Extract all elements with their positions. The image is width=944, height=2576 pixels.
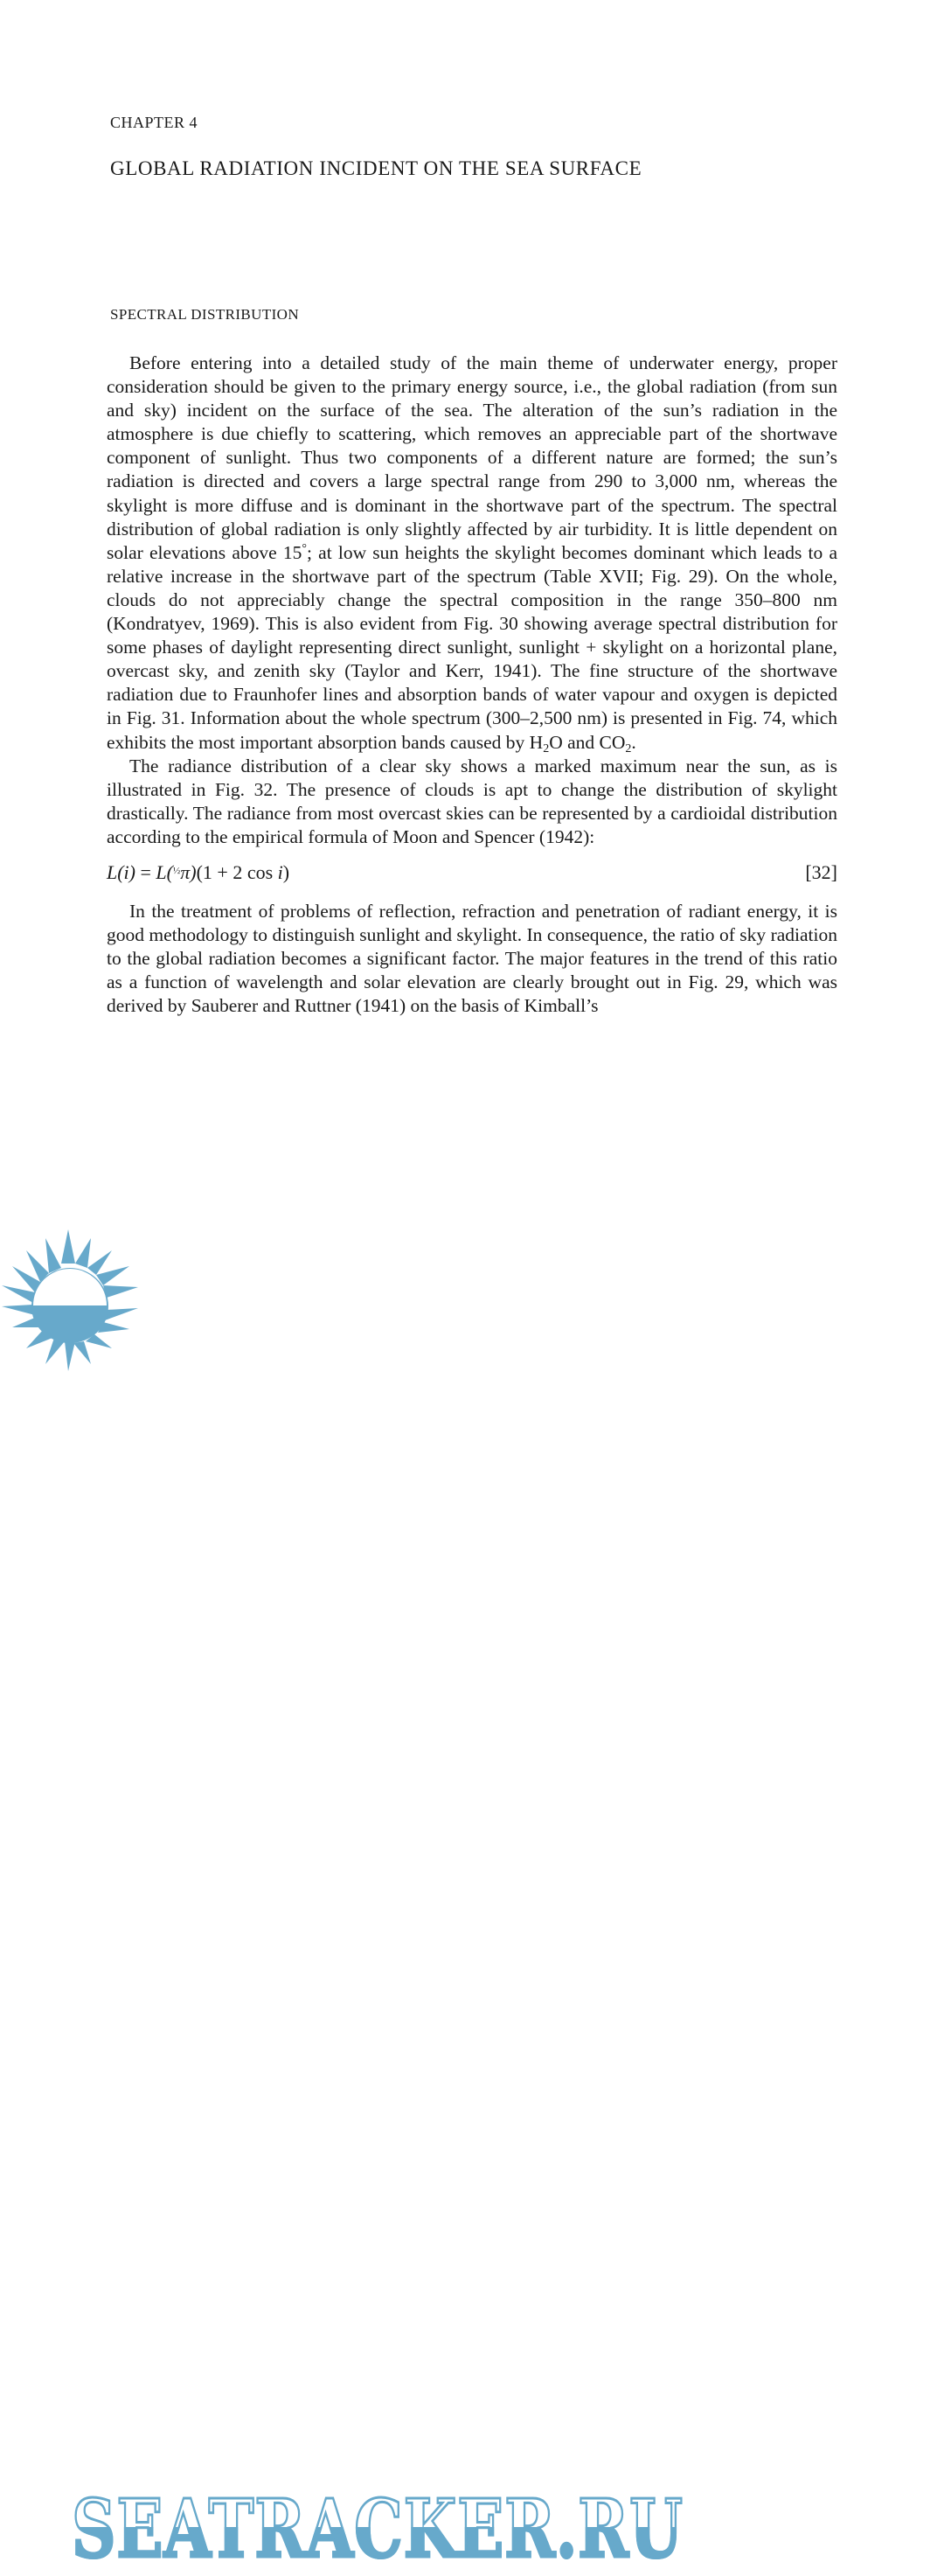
equation-lhs: L(i) <box>107 860 135 883</box>
degree-symbol: ° <box>302 541 307 555</box>
subscript-co2: 2 <box>625 741 632 755</box>
equation-32 <box>107 860 837 895</box>
equation-fraction: ½ <box>172 865 181 876</box>
equation-rhs-b: π) <box>180 860 197 883</box>
paragraph-1-text-b: ; at low sun heights the skylight becomes dominant which leads to a relative increase in the shortwave part of the spectrum (Table XVII; Fig. 29). On the whole, clouds do not appreciably change the spectral composition in the range 350–800 nm (Kondratyev, 1969). This is also evident from Fig. 30 showing average spectral distribution for some phases of daylight representing direct sunlight, sunlight + skylight on a horizontal plane, overcast sky, and zenith sky (Taylor and Kerr, 1941). The fine structure of the shortwave radiation due to Fraunhofer lines and absorption bands of water vapour and oxygen is depicted in Fig. 31. Information about the whole spectrum (300–2,500 nm) is presented in Fig. 74, which exhibits the most important absorption bands caused by H <box>107 541 837 753</box>
paragraph-2: The radiance distribution of a clear sky shows a marked maximum near the sun, as is illustrated in Fig. 32. The presence of clouds is apt to change the distribution of skylight drastically. The radiance from most overcast skies can be represented by a cardioidal distribution according to the empirical formula of Moon and Spencer (1942): <box>107 755 837 847</box>
paragraph-1-text-a: Before entering into a detailed study of the main theme of underwater energy, proper consideration should be given to the primary energy source, i.e., the global radiation (from sun and sky) incident on the surface of the sea. The alteration of the sun’s radiation in the atmosphere is due chiefly to scattering, which removes an appreciable part of the shortwave component of sunlight. Thus two components of a different nature are formed; the sun’s radiation is directed and covers a large spectral range from 290 to 3,000 nm, whereas the skylight is more diffuse and is dominant in the shortwave part of the spectrum. The spectral distribution of global radiation is only slightly affected by air turbidity. It is little dependent on solar elevations above 15 <box>107 352 837 563</box>
paragraph-1-text-c: O and CO <box>549 731 626 753</box>
chapter-label: CHAPTER 4 <box>110 114 198 131</box>
body-text <box>107 352 837 1018</box>
paragraph-3: In the treatment of problems of reflection, refraction and penetration of radiant energy, it is good methodology to distinguish sunlight and skylight. In consequence, the ratio of sky radiation to the global radiation becomes a significant factor. The major features in the trend of this ratio as a function of wavelength and solar elevation are clearly brought out in Fig. 29, which was derived by Sauberer and Ruttner (1941) on the basis of Kimball’s <box>107 900 837 1017</box>
equation-rhs-a: L( <box>156 860 173 883</box>
paragraph-1-text-d: . <box>631 731 636 753</box>
equation-rhs-d: ) <box>282 860 290 883</box>
sun-over-sea-icon <box>0 1224 157 1375</box>
equation-equals: = <box>135 860 156 883</box>
paragraph-1 <box>107 352 837 755</box>
equation-rhs-c: (1 + 2 cos <box>196 860 278 883</box>
watermark-text: SEATRACKER.RU <box>72 2482 684 2576</box>
watermark-logo <box>0 1224 944 2576</box>
equation-rhs-i: i <box>277 860 283 883</box>
chapter-title: GLOBAL RADIATION INCIDENT ON THE SEA SURFACE <box>110 157 642 179</box>
subscript-h2o: 2 <box>543 741 550 755</box>
equation-formula <box>107 860 289 884</box>
section-heading: SPECTRAL DISTRIBUTION <box>110 306 300 323</box>
equation-number: [32] <box>805 860 837 883</box>
